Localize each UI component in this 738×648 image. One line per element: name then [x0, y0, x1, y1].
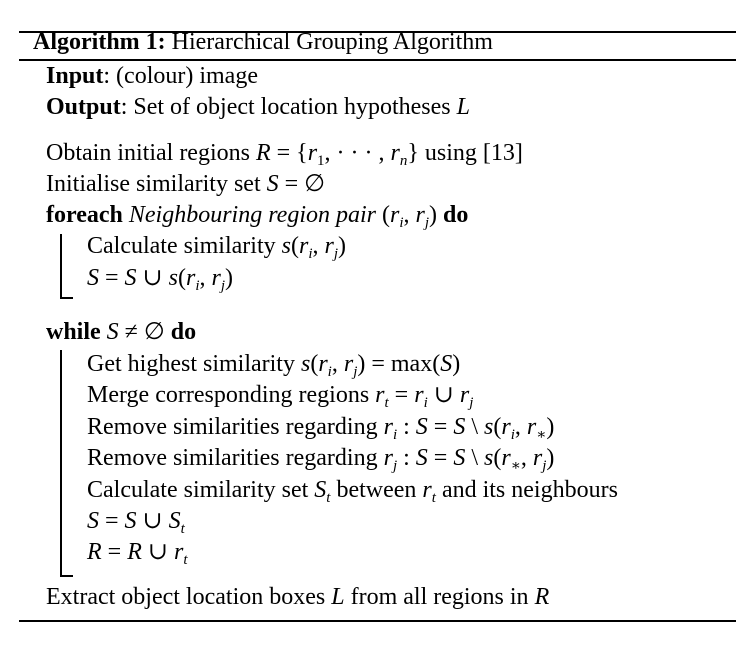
text: and its neighbours — [435, 477, 618, 503]
input-label: Input — [46, 63, 104, 89]
line-remove-i: Remove similarities regarding $r_i$ : S = S \ $s(r_i$, $r_∗$) — [87, 414, 555, 443]
caption-rule — [19, 59, 736, 61]
text: Merge corresponding regions — [87, 382, 376, 408]
text: using [13] — [418, 140, 523, 166]
line-init-regions: Obtain initial regions $R = \{r_1$, · · · , $r_n$} using [13] — [46, 140, 523, 169]
keyword: do — [443, 202, 469, 228]
output-label: Output — [46, 94, 121, 120]
keyword: do — [170, 319, 197, 345]
text: Initialise similarity set — [46, 171, 267, 197]
algorithm-caption — [33, 28, 493, 56]
text: Obtain initial regions — [46, 140, 256, 166]
line-init-sim: Initialise similarity set S = ∅ — [46, 171, 326, 197]
condition: Neighbouring region pair — [128, 202, 376, 228]
line-calc-set: Calculate similarity set $S_t$ between $r_t$ and its neighbours — [87, 477, 618, 506]
text: Get highest similarity — [87, 351, 301, 377]
math: R — [255, 140, 271, 166]
output-var: L — [456, 94, 470, 120]
output-text: : Set of object location hypotheses — [120, 94, 457, 120]
line-get-highest: Get highest similarity $s(r_i$, $r_j) = \max(S)$ — [87, 351, 461, 380]
input-line — [46, 62, 258, 90]
keyword: while — [46, 319, 101, 345]
line-calc-sim: Calculate similarity $s(r_i$, $r_j$) — [87, 233, 346, 262]
algorithm-title: Hierarchical Grouping Algorithm — [171, 29, 493, 55]
line-while: while S ≠ ∅ do — [46, 319, 197, 345]
text: Extract object location boxes — [46, 584, 332, 610]
foreach-block-bar — [60, 234, 62, 298]
line-remove-j: Remove similarities regarding $r_j$ : S = S \ $s(r_∗$, $r_j$) — [87, 445, 555, 474]
algorithm-label: Algorithm 1: — [33, 29, 166, 55]
foreach-block-end — [60, 297, 73, 299]
keyword: foreach — [46, 202, 123, 228]
text: from all regions in — [344, 584, 535, 610]
text: Calculate similarity set — [87, 477, 315, 503]
math: S — [266, 171, 279, 197]
line-union-r: R = R ∪ $r_t$ — [87, 539, 188, 568]
line-extract: Extract object location boxes L from all regions in R — [46, 584, 550, 610]
text: Remove similarities regarding — [87, 445, 384, 471]
line-union-st: S = S ∪ $S_t$ — [87, 508, 185, 537]
line-merge: Merge corresponding regions $r_t = r_i$ ∪ $r_j$ — [87, 382, 474, 411]
text: Remove similarities regarding — [87, 414, 384, 440]
line-union-s: S = S ∪ $s(r_i$, $r_j$) — [87, 265, 234, 294]
input-text: : (colour) image — [103, 63, 258, 89]
bottom-rule — [19, 620, 736, 622]
text: Calculate similarity — [87, 233, 282, 259]
text: between — [330, 477, 423, 503]
while-block-bar — [60, 350, 62, 576]
while-block-end — [60, 575, 73, 577]
line-foreach: foreach Neighbouring region pair ($r_i$, $r_j$) do — [46, 202, 469, 231]
output-line — [46, 93, 470, 121]
